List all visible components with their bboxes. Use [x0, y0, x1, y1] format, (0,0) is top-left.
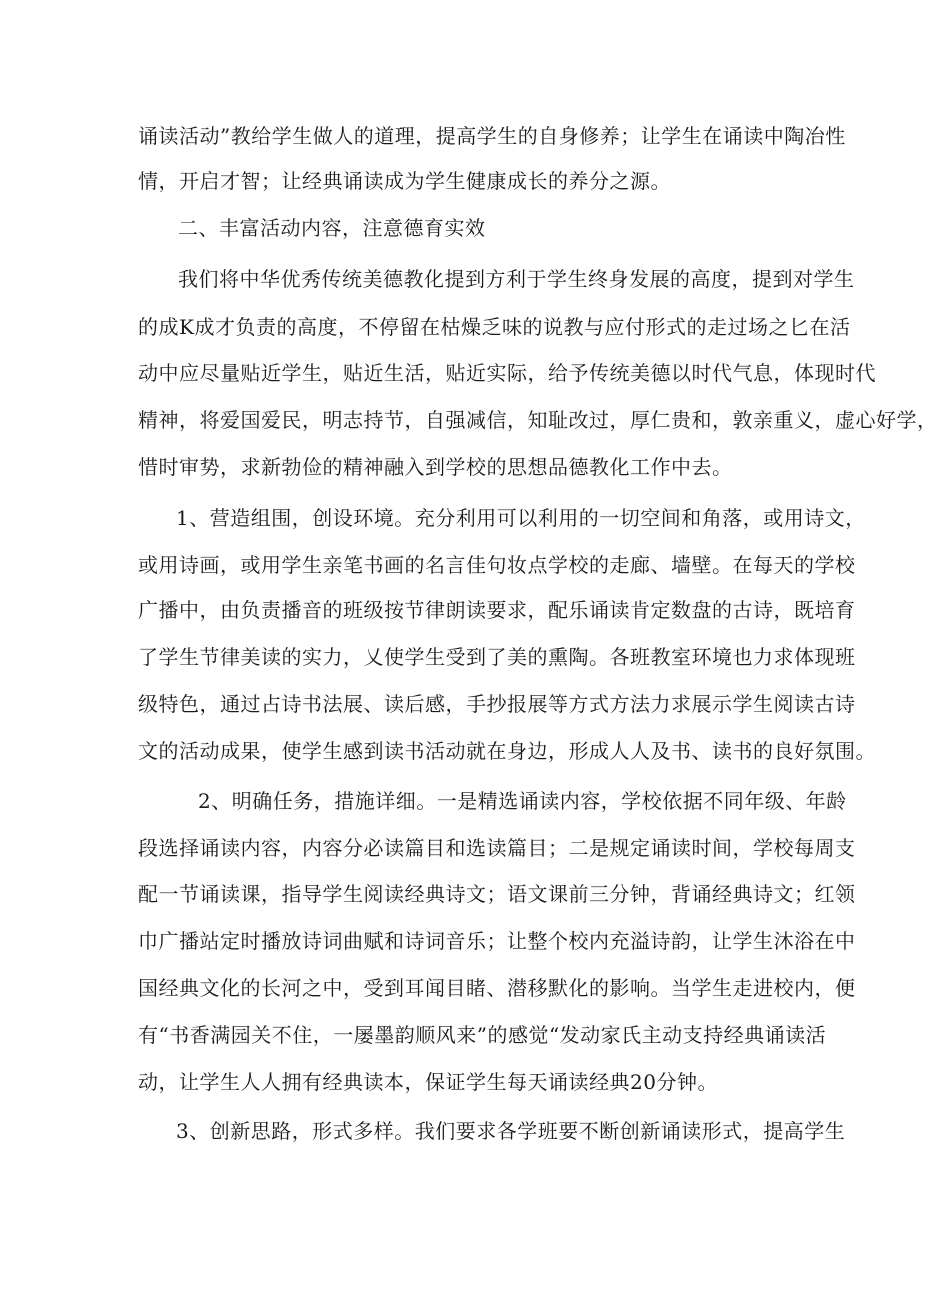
item-2-line-4: 巾广播站定时播放诗词曲赋和诗词音乐；让整个校内充溢诗韵，让学生沐浴在中 [138, 929, 856, 953]
section-heading: 二、丰富活动内容，注意德育实效 [178, 216, 486, 240]
item-1-line-1: 1、营造组围，创设环境。充分利用可以利用的一切空间和角落，或用诗文， [176, 506, 866, 530]
item-1-line-4: 了学生节律美读的实力，乂使学生受到了美的熏陶。各班教室环境也力求体现班 [138, 645, 856, 669]
text-line-5: 的成K成才负责的高度，不停留在枯燥乏味的说教与应付形式的走过场之匕在活 [138, 315, 851, 339]
text-line-2: 情，开启才智；让经典诵读成为学生健康成长的养分之源。 [138, 169, 671, 193]
item-1-line-3: 广播中，由负责播音的班级按节律朗读要求，配乐诵读肯定数盘的古诗，既培育 [138, 598, 856, 622]
item-2-line-7: 动，让学生人人拥有经典读本，保证学生每天诵读经典20分钟。 [138, 1070, 718, 1094]
text-line-1: 诵读活动”教给学生做人的道理，提高学生的自身修养；让学生在诵读中陶冶性 [138, 124, 846, 148]
text-line-6: 动中应尽量贴近学生，贴近生活，贴近实际，给予传统美德以时代气息，体现时代 [138, 361, 876, 385]
text-line-4: 我们将中华优秀传统美德教化提到方利于学生终身发展的高度，提到对学生 [178, 267, 855, 291]
item-2-line-1: 2、明确任务，措施详细。一是精选诵读内容，学校依据不同年级、年龄 [198, 789, 847, 813]
item-2-line-3: 配一节诵读课，指导学生阅读经典诗文；语文课前三分钟，背诵经典诗文；红领 [138, 882, 856, 906]
item-1-line-2: 或用诗画，或用学生亲笔书画的名言佳句妆点学校的走廊、墙壁。在每天的学校 [138, 553, 856, 577]
item-2-line-6: 有“书香满园关不住，一屡墨韵顺风来”的感觉“发动家氏主动支持经典诵读活 [138, 1023, 827, 1047]
item-2-line-2: 段选择诵读内容，内容分必读篇目和选读篇目；二是规定诵读时间，学校每周支 [138, 836, 856, 860]
item-1-line-6: 文的活动成果，使学生感到读书活动就在身边，形成人人及书、读书的良好氛围。 [138, 739, 876, 763]
text-line-7: 精神，将爱国爱民，明志持节，自强减信，知耻改过，厚仁贵和，敦亲重义，虚心好学， [138, 408, 938, 432]
text-line-8: 惜时审势，求新勃俭的精神融入到学校的思想品德教化工作中去。 [138, 455, 733, 479]
item-3-line-1: 3、创新思路，形式多样。我们要求各学班要不断创新诵读形式，提高学生 [176, 1119, 846, 1143]
item-2-line-5: 国经典文化的长河之中，受到耳闻目睹、潜移默化的影响。当学生走进校内，便 [138, 976, 856, 1000]
item-1-line-5: 级特色，通过占诗书法展、读后感，手抄报展等方式方法力求展示学生阅读古诗 [138, 692, 856, 716]
